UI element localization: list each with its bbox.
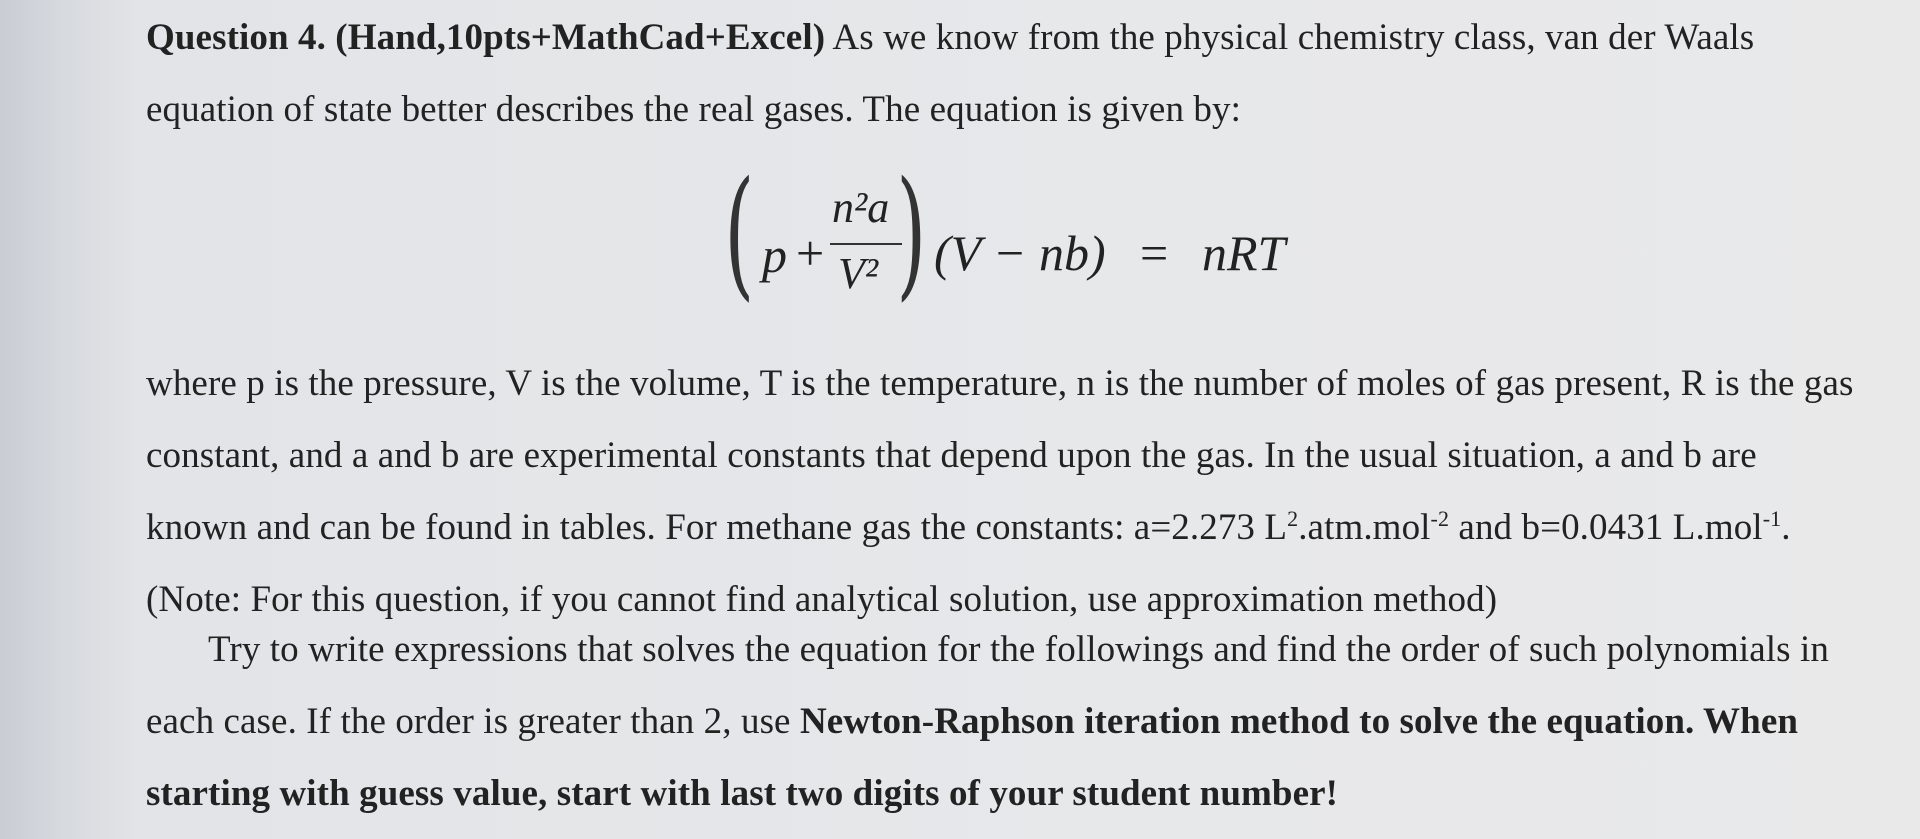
fraction-bar xyxy=(830,243,902,245)
eq-factor: (V − nb) xyxy=(934,225,1106,281)
right-paren-large: ) xyxy=(896,152,927,315)
instructions-text: Try to write expressions that solves the equation for the followings and find the order of such polynomials in each case. If the order is greater than 2, use xyxy=(146,629,1829,742)
eq-rhs: nRT xyxy=(1202,225,1286,281)
b-value-text: and b=0.0431 L.mol xyxy=(1449,507,1763,548)
eq-plus: + xyxy=(796,225,825,281)
van-der-waals-equation xyxy=(720,152,1340,322)
question-intro-paragraph xyxy=(146,2,1866,146)
eq-p: p xyxy=(762,227,787,283)
instructions-paragraph xyxy=(146,614,1866,830)
a-unit-mid: .atm.mol xyxy=(1298,507,1431,548)
eq-numerator: n²a xyxy=(832,183,890,232)
left-paren-large: ( xyxy=(724,152,755,315)
question-intro-text: As we know from the physical chemistry class, van der Waals equation of state better describes the real gases. The equation is given by: xyxy=(146,17,1755,130)
instructions-bold: Newton-Raphson iteration method to solve the equation. When starting with guess value, start with last two digits of your student number! xyxy=(146,701,1799,814)
definitions-text: where p is the pressure, V is the volume, T is the temperature, n is the number of moles of gas present, R is the gas constant, and a and b are experimental constants that depend upon the gas. In the usual situation, a and b are known and can be found in tables. For methane gas the constants: a=2.273 L xyxy=(146,363,1854,548)
a-exponent-1: 2 xyxy=(1287,506,1299,531)
note-text: . (Note: For this question, if you cannot find analytical solution, use approximation method) xyxy=(146,507,1791,620)
question-heading: Question 4. (Hand,10pts+MathCad+Excel) xyxy=(146,17,826,58)
b-exponent: -1 xyxy=(1762,506,1782,531)
a-exponent-2: -2 xyxy=(1430,506,1450,531)
eq-equals: = xyxy=(1140,225,1169,281)
eq-denominator: V² xyxy=(838,249,879,298)
definitions-paragraph xyxy=(146,348,1866,636)
